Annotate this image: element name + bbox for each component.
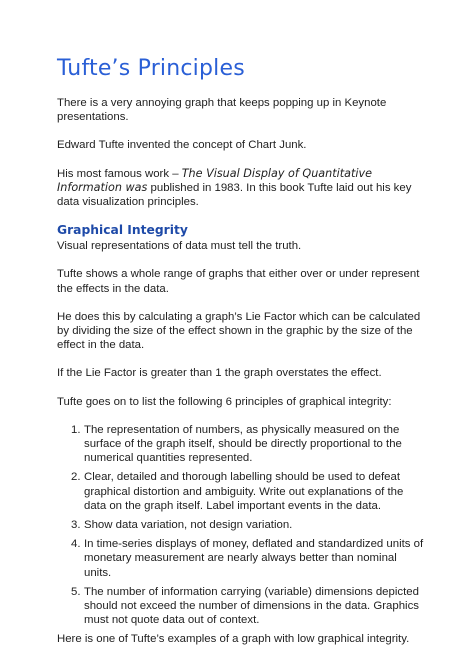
list-item: [57, 585, 427, 628]
chart-junk-paragraph: Edward Tufte invented the concept of Chart Junk.: [57, 139, 307, 152]
famous-suffix: published in 1983. In this book Tufte laid out his key data visualization principles.: [57, 181, 412, 209]
list-number: 2.: [71, 471, 81, 484]
list-item-text: In time-series displays of money, deflated and standardized units of monetary measurement are nearly always better than nominal units.: [84, 538, 424, 579]
famous-work-paragraph: [57, 167, 427, 210]
list-number: 4.: [71, 538, 81, 551]
list-number: 5.: [71, 585, 81, 598]
page-title: Tufte’s Principles: [57, 56, 245, 81]
list-item: [57, 537, 427, 580]
book-title: The Visual Display of Quantitative Information was: [57, 166, 372, 194]
intro-paragraph: There is a very annoying graph that keeps popping up in Keynote presentations.: [57, 97, 387, 124]
list-item-text: Show data variation, not design variation.: [84, 519, 293, 532]
list-item-text: The representation of numbers, as physically measured on the surface of the graph itself, should be directly proportional to the numerical quantities represented.: [84, 423, 402, 465]
closing-paragraph: Here is one of Tufte’s examples of a graph with low graphical integrity.: [57, 633, 410, 646]
famous-prefix: His most famous work –: [57, 167, 182, 180]
list-item: [57, 423, 427, 466]
list-number: 3.: [71, 519, 81, 532]
list-item-text: The number of information carrying (variable) dimensions depicted should not exceed the number of dimensions in the data. Graphics must not quote data out of context.: [84, 585, 419, 627]
document-page: [57, 56, 427, 661]
section-subtitle: Visual representations of data must tell the truth.: [57, 240, 302, 253]
list-item: [57, 470, 427, 513]
section-paragraph: Tufte goes on to list the following 6 principles of graphical integrity:: [57, 395, 392, 408]
list-number: 1.: [71, 423, 81, 436]
list-item-text: Clear, detailed and thorough labelling should be used to defeat graphical distortion and ambiguity. Write out explanations of the data on the graph itself. Label important events in the data.: [84, 471, 404, 512]
principles-list: [57, 423, 427, 628]
section-paragraph: Tufte shows a whole range of graphs that either over or under represent the effects in the data.: [57, 268, 420, 295]
section-paragraph: He does this by calculating a graph’s Lie Factor which can be calculated by dividing the size of the effect shown in the graphic by the size of the effect in the data.: [57, 310, 421, 352]
section-paragraph: If the Lie Factor is greater than 1 the graph overstates the effect.: [57, 367, 382, 380]
section-heading: Graphical Integrity: [57, 223, 188, 238]
list-item: [57, 518, 427, 532]
